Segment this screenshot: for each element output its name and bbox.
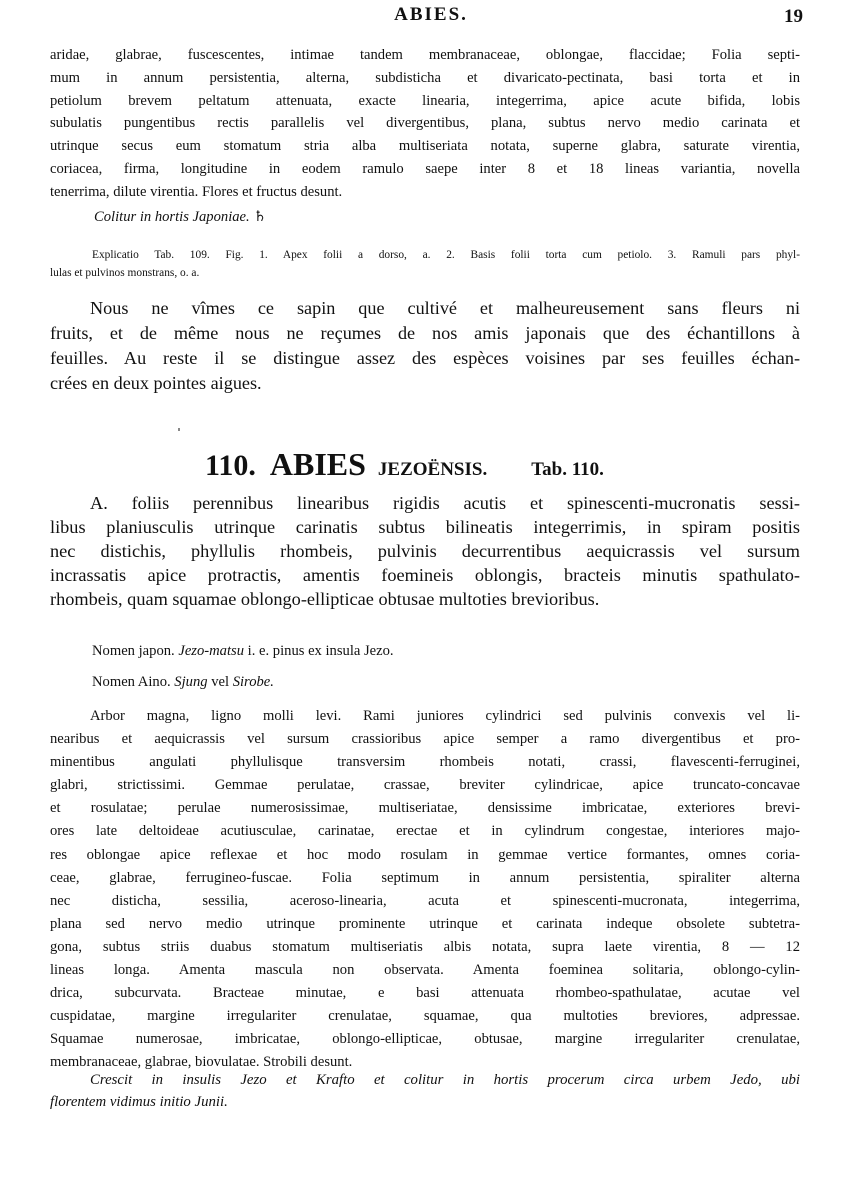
page-number: 19	[784, 6, 803, 27]
japanese-name-line	[92, 636, 692, 667]
text-line: rhombeis, quam squamae oblongo-ellipticae obtusae multoties brevioribus.	[50, 589, 600, 609]
text-line: libus planiusculis utrinque carinatis subtus bilineatis integerrimis, in spiram positis	[50, 517, 800, 537]
text-line: glabri, strictissimi. Gemmae perulatae, crassae, breviter cylindricae, apice truncato-concavae	[50, 777, 800, 794]
text-line: aridae, glabrae, fuscescentes, intimae tandem membranaceae, oblongae, flaccidae; Folia septi-	[50, 47, 800, 63]
text-line: Squamae numerosae, imbricatae, oblongo-ellipticae, obtusae, margine irregulariter crenulatae,	[50, 1031, 800, 1048]
text-line: Nous ne vîmes ce sapin que cultivé et malheureusement sans fleurs ni	[90, 298, 800, 318]
species-heading	[205, 446, 604, 483]
japanese-name: Jezo-matsu	[178, 643, 245, 659]
text-line: petiolum brevem peltatum attenuata, exacte linearia, integerrima, apice acute bifida, lobis	[50, 92, 800, 109]
plate-reference: Tab. 110.	[531, 459, 604, 480]
text-line: cuspidatae, margine irregulariter crenulatae, squamae, qua multoties breviores, adpressae.	[50, 1008, 800, 1025]
text-line: feuilles. Au reste il se distingue assez des espèces voisines par ses feuilles échan-	[50, 348, 800, 368]
text-line: ceae, glabrae, ferrugineo-fuscae. Folia septimum in annum persistentia, spiraliter alterna	[50, 869, 800, 886]
species-description	[50, 705, 800, 1075]
text-line: minentibus angulati phyllulisque transversim rhombeis notati, crassi, flavescenti-ferruginei,	[50, 754, 800, 771]
text-line: crées en deux pointes aigues.	[50, 373, 262, 393]
text-line: plana sed nervo medio utrinque prominente utrinque et carinata indeque obsolete subtetra-	[50, 915, 800, 932]
text-line: fruits, et de même nous ne reçumes de nos amis japonais que des échantillons à	[50, 323, 800, 343]
text-line: Explicatio Tab. 109. Fig. 1. Apex folii a dorso, a. 2. Basis folii torta cum petiolo. 3. Ramuli pars phyl-	[92, 249, 800, 261]
text-line: nearibus et aequicrassis vel sursum crassioribus apice semper a ramo divergentibus et pro-	[50, 731, 800, 748]
text-line: A. foliis perennibus linearibus rigidis acutis et spinescenti-mucronatis sessi-	[90, 493, 800, 513]
text-line: res oblongae apice reflexae et hoc modo rosulam in gemmae vertice formantes, omnes coria-	[50, 846, 800, 863]
aino-name-label: Nomen Aino.	[92, 674, 171, 690]
aino-name-line	[92, 667, 692, 698]
aino-name: Sjung	[174, 674, 208, 690]
cultivation-note: Colitur in hortis Japoniae. ♄	[94, 209, 267, 225]
plate-explanation	[50, 246, 800, 282]
species-diagnosis	[50, 491, 800, 611]
text-line: et rosulatae; perulae numerosissimae, multiseriatae, densissime imbricatae, exteriores brevi-	[50, 800, 800, 817]
text-line: utrinque secus eum stomatum stria alba multiseriata notata, superne glabra, saturate virentia,	[50, 138, 800, 155]
text-line: membranaceae, glabrae, biovulatae. Strobili desunt.	[50, 1054, 353, 1071]
text-line: incrassatis apice protractis, amentis foemineis oblongis, bracteis minutis spathulato-	[50, 565, 800, 585]
print-speck	[178, 428, 180, 431]
text-line: drica, subcurvata. Bracteae minutae, e basi attenuata rhombeo-spathulatae, acutae vel	[50, 985, 800, 1002]
latin-description-continued	[50, 44, 800, 204]
species-number: 110.	[205, 449, 256, 482]
aino-name-alt: Sirobe.	[232, 674, 274, 690]
habitat-note	[50, 1069, 800, 1113]
text-line: florentem vidimus initio Junii.	[50, 1094, 228, 1110]
species-epithet: JEZOËNSIS.	[377, 459, 488, 480]
text-line: Arbor magna, ligno molli levi. Rami juniores cylindrici sed pulvinis convexis vel li-	[90, 708, 800, 724]
vernacular-names	[92, 636, 692, 698]
text-line: tenerrima, dilute virentia. Flores et fructus desunt.	[50, 183, 343, 200]
text-line: ores late deltoideae acutiusculae, carinatae, erectae et in cylindrum congestae, interiores majo-	[50, 823, 800, 840]
aino-name-connector: vel	[211, 674, 230, 690]
running-title: ABIES.	[394, 4, 468, 25]
text-line: gona, subtus striis duabus stomatum multiseriatis albis notata, supra laete virentia, 8 — 12	[50, 938, 800, 955]
text-line: lineas longa. Amenta mascula non observata. Amenta foeminea solitaria, oblongo-cylin-	[50, 962, 800, 979]
french-commentary	[50, 296, 800, 396]
text-line: Crescit in insulis Jezo et Krafto et colitur in hortis procerum circa urbem Jedo, ubi	[90, 1072, 800, 1088]
text-line: coriacea, firma, longitudine in eodem ramulo saepe inter 8 et 18 lineas variantia, novella	[50, 160, 800, 177]
japanese-name-gloss: i. e. pinus ex insula Jezo.	[247, 643, 394, 659]
text-line: lulas et pulvinos monstrans, o. a.	[50, 267, 200, 279]
text-line: subulatis pungentibus rectis parallelis vel divergentibus, plana, subtus nervo medio carinata et	[50, 115, 800, 132]
text-line: nec disticha, sessilia, aceroso-linearia, acuta et spinescenti-mucronata, integerrima,	[50, 892, 800, 909]
japanese-name-label: Nomen japon.	[92, 643, 175, 659]
species-genus: ABIES	[269, 446, 366, 482]
text-line: nec distichis, phyllulis rhombeis, pulvinis decurrentibus aequicrassis vel sursum	[50, 541, 800, 561]
text-line: mum in annum persistentia, alterna, subdisticha et divaricato-pectinata, basi torta et in	[50, 69, 800, 86]
